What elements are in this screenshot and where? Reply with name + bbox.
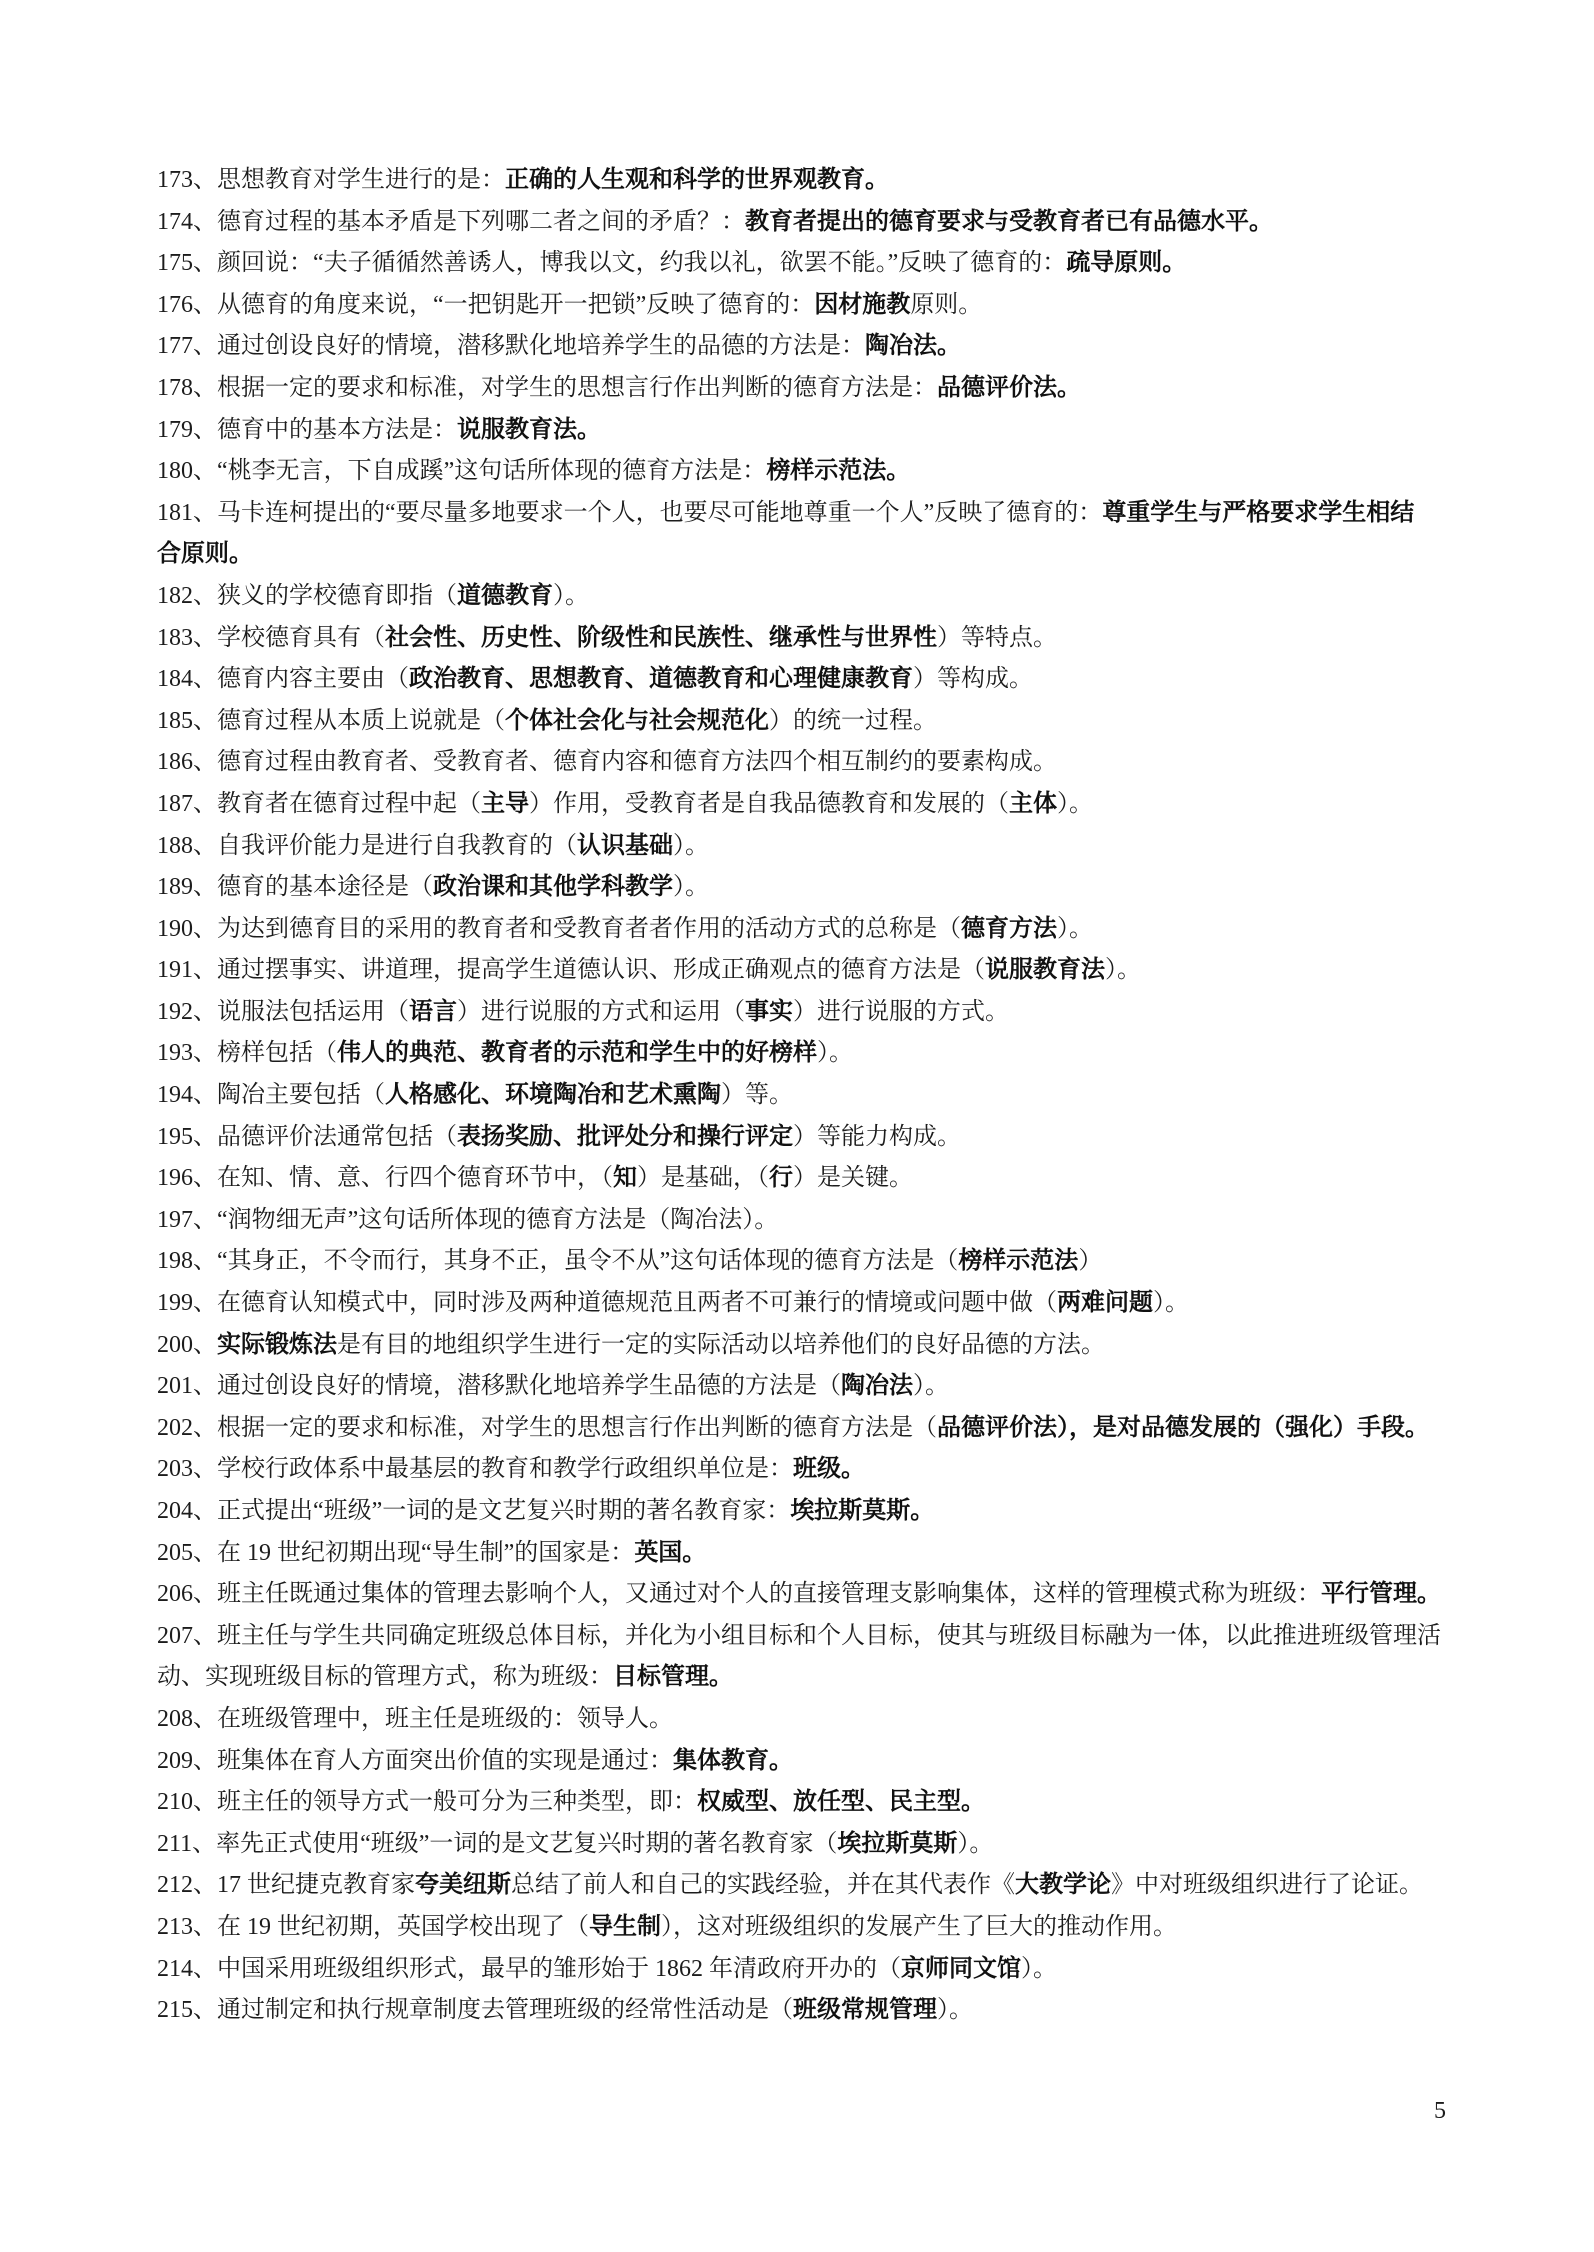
entry-line-continuation bbox=[157, 1657, 1457, 1699]
answer-text: 事实 bbox=[745, 998, 793, 1025]
entry-line bbox=[157, 1782, 1457, 1824]
answer-text: 说服教育法 bbox=[985, 957, 1105, 984]
answer-text: 政治教育、思想教育、道德教育和心理健康教育 bbox=[409, 666, 913, 693]
answer-text: 班级常规管理 bbox=[793, 1997, 937, 2024]
answer-text: 陶冶法 bbox=[841, 1373, 913, 1400]
answer-text: 主体 bbox=[1009, 790, 1057, 817]
answer-text: 夸美纽斯 bbox=[415, 1872, 511, 1899]
answer-text: 社会性、历史性、阶级性和民族性、继承性与世界性 bbox=[385, 624, 937, 651]
question-text: ）是基础，（ bbox=[637, 1165, 769, 1192]
entry-line bbox=[157, 1824, 1457, 1866]
question-text: ）等能力构成。 bbox=[793, 1123, 961, 1150]
question-text: 206、班主任既通过集体的管理去影响个人，又通过对个人的直接管理支影响集体，这样的管理模式称为班级： bbox=[157, 1581, 1321, 1608]
question-text: ），这对班级组织的发展产生了巨大的推动作用。 bbox=[661, 1913, 1177, 1940]
question-text: ）进行说服的方式。 bbox=[793, 998, 1009, 1025]
entry-line bbox=[157, 202, 1457, 244]
question-text: ）是关键。 bbox=[793, 1165, 913, 1192]
question-text: 178、根据一定的要求和标准，对学生的思想言行作出判断的德育方法是： bbox=[157, 374, 937, 401]
question-text: 199、在德育认知模式中，同时涉及两种道德规范且两者不可兼行的情境或问题中做（ bbox=[157, 1290, 1057, 1317]
entry-line-continuation bbox=[157, 534, 1457, 576]
answer-text: 道德教育 bbox=[457, 582, 553, 609]
answer-text: 表扬奖励、批评处分和操行评定 bbox=[457, 1123, 793, 1150]
question-text: 211、率先正式使用“班级”一词的是文艺复兴时期的著名教育家（ bbox=[157, 1830, 838, 1857]
question-text: 》中对班级组织进行了论证。 bbox=[1111, 1872, 1423, 1899]
question-text: 179、德育中的基本方法是： bbox=[157, 416, 457, 443]
entry-line bbox=[157, 618, 1457, 660]
question-text: 原则。 bbox=[910, 291, 983, 318]
entry-line bbox=[157, 1990, 1457, 2032]
entry-line bbox=[157, 784, 1457, 826]
question-text: ）作用，受教育者是自我品德教育和发展的（ bbox=[529, 790, 1009, 817]
answer-text: 行 bbox=[769, 1165, 793, 1192]
question-text: 173、思想教育对学生进行的是： bbox=[157, 167, 505, 193]
entry-line bbox=[157, 1158, 1457, 1200]
answer-text: 榜样示范法 bbox=[958, 1248, 1079, 1275]
entry-line bbox=[157, 1865, 1457, 1907]
answer-text: 品德评价法），是对品德发展的（强化）手段。 bbox=[937, 1414, 1429, 1441]
question-text: 202、根据一定的要求和标准，对学生的思想言行作出判断的德育方法是（ bbox=[157, 1414, 937, 1441]
entry-line bbox=[157, 1033, 1457, 1075]
question-text: 175、颜回说：“夫子循循然善诱人，博我以文，约我以礼，欲罢不能。”反映了德育的： bbox=[157, 250, 1067, 277]
answer-text: 认识基础 bbox=[577, 832, 673, 859]
question-text: 182、狭义的学校德育即指（ bbox=[157, 582, 457, 609]
answer-text: 两难问题 bbox=[1057, 1290, 1153, 1317]
entry-line bbox=[157, 1574, 1457, 1616]
question-text: 193、榜样包括（ bbox=[157, 1040, 337, 1067]
entry-line bbox=[157, 1408, 1457, 1450]
answer-text: 语言 bbox=[409, 998, 457, 1025]
question-text: 185、德育过程从本质上说就是（ bbox=[157, 707, 505, 734]
question-text: ）。 bbox=[673, 832, 709, 859]
answer-text: 榜样示范法。 bbox=[766, 458, 911, 485]
entry-line bbox=[157, 160, 1457, 202]
entry-line bbox=[157, 1325, 1457, 1367]
question-text: 188、自我评价能力是进行自我教育的（ bbox=[157, 832, 577, 859]
question-text: ） bbox=[1078, 1248, 1103, 1275]
question-text: 205、在 19 世纪初期出现“导生制”的国家是： bbox=[157, 1539, 635, 1566]
question-text: 203、学校行政体系中最基层的教育和教学行政组织单位是： bbox=[157, 1456, 793, 1483]
answer-text: 埃拉斯莫斯 bbox=[837, 1830, 958, 1857]
answer-text: 个体社会化与社会规范化 bbox=[505, 707, 769, 734]
question-text: ）。 bbox=[1153, 1290, 1189, 1317]
answer-text: 权威型、放任型、民主型。 bbox=[697, 1789, 985, 1816]
answer-text: 导生制 bbox=[589, 1913, 661, 1940]
answer-text: 陶冶法。 bbox=[865, 333, 961, 360]
question-text: 194、陶冶主要包括（ bbox=[157, 1082, 385, 1109]
entry-line bbox=[157, 1907, 1457, 1949]
entry-line bbox=[157, 950, 1457, 992]
answer-text: 德育方法 bbox=[961, 915, 1057, 942]
entry-line bbox=[157, 1741, 1457, 1783]
answer-text: 班级。 bbox=[793, 1456, 865, 1483]
entry-line bbox=[157, 1949, 1457, 1991]
question-text: 191、通过摆事实、讲道理，提高学生道德认识、形成正确观点的德育方法是（ bbox=[157, 957, 985, 984]
question-text: 174、德育过程的基本矛盾是下列哪二者之间的矛盾？： bbox=[157, 208, 745, 235]
entry-line bbox=[157, 326, 1457, 368]
entry-line bbox=[157, 1241, 1457, 1283]
question-text: 181、马卡连柯提出的“要尽量多地要求一个人，也要尽可能地尊重一个人”反映了德育的： bbox=[157, 499, 1103, 526]
question-text: ）等特点。 bbox=[937, 624, 1057, 651]
answer-text: 合原则。 bbox=[157, 541, 253, 568]
answer-text: 尊重学生与严格要求学生相结 bbox=[1102, 499, 1415, 526]
entry-line bbox=[157, 701, 1457, 743]
answer-text: 平行管理。 bbox=[1321, 1581, 1441, 1608]
question-text: 184、德育内容主要由（ bbox=[157, 666, 409, 693]
question-text: ）进行说服的方式和运用（ bbox=[457, 998, 745, 1025]
question-text: ）。 bbox=[937, 1997, 973, 2024]
question-text: 动、实现班级目标的管理方式，称为班级： bbox=[157, 1664, 613, 1691]
question-text: 186、德育过程由教育者、受教育者、德育内容和德育方法四个相互制约的要素构成。 bbox=[157, 749, 1057, 776]
entry-line bbox=[157, 1075, 1457, 1117]
entry-line bbox=[157, 1200, 1457, 1242]
question-text: 198、“其身正，不令而行，其身不正，虽令不从”这句话体现的德育方法是（ bbox=[157, 1248, 959, 1275]
answer-text: 实际锻炼法 bbox=[217, 1331, 337, 1358]
entry-line bbox=[157, 1491, 1457, 1533]
question-text: 176、从德育的角度来说，“一把钥匙开一把锁”反映了德育的： bbox=[157, 291, 815, 318]
question-text: ）。 bbox=[1057, 790, 1093, 817]
answer-text: 京师同文馆 bbox=[901, 1955, 1021, 1982]
answer-text: 正确的人生观和科学的世界观教育。 bbox=[505, 167, 889, 193]
question-text: ）。 bbox=[553, 582, 589, 609]
entry-line bbox=[157, 1366, 1457, 1408]
entry-line bbox=[157, 1533, 1457, 1575]
question-text: 192、说服法包括运用（ bbox=[157, 998, 409, 1025]
answer-text: 说服教育法。 bbox=[457, 416, 601, 443]
answer-text: 知 bbox=[613, 1165, 637, 1192]
entry-line bbox=[157, 368, 1457, 410]
answer-text: 集体教育。 bbox=[673, 1747, 793, 1774]
entry-line bbox=[157, 285, 1457, 327]
question-text: 212、17 世纪捷克教育家 bbox=[157, 1872, 415, 1899]
entry-line bbox=[157, 1699, 1457, 1741]
question-text: ）。 bbox=[1021, 1955, 1057, 1982]
question-text: 195、品德评价法通常包括（ bbox=[157, 1123, 457, 1150]
answer-text: 品德评价法。 bbox=[937, 374, 1081, 401]
answer-text: 英国。 bbox=[634, 1539, 707, 1566]
entry-line bbox=[157, 1616, 1457, 1658]
question-text: 209、班集体在育人方面突出价值的实现是通过： bbox=[157, 1747, 673, 1774]
answer-text: 主导 bbox=[481, 790, 529, 817]
question-text: ）。 bbox=[1105, 957, 1141, 984]
question-text: 187、教育者在德育过程中起（ bbox=[157, 790, 481, 817]
entry-line bbox=[157, 909, 1457, 951]
question-text: ）。 bbox=[817, 1040, 853, 1067]
question-text: 196、在知、情、意、行四个德育环节中，（ bbox=[157, 1165, 613, 1192]
question-text: 208、在班级管理中，班主任是班级的：领导人。 bbox=[157, 1705, 673, 1732]
entry-line bbox=[157, 992, 1457, 1034]
entry-line bbox=[157, 1449, 1457, 1491]
answer-text: 目标管理。 bbox=[613, 1664, 733, 1691]
question-text: ）等构成。 bbox=[913, 666, 1033, 693]
question-text: 200、 bbox=[157, 1331, 217, 1358]
entry-line bbox=[157, 1283, 1457, 1325]
page-number: 5 bbox=[1434, 2098, 1446, 2124]
entry-line bbox=[157, 826, 1457, 868]
answer-text: 伟人的典范、教育者的示范和学生中的好榜样 bbox=[337, 1040, 817, 1067]
answer-text: 教育者提出的德育要求与受教育者已有品德水平。 bbox=[745, 208, 1273, 235]
question-text: 总结了前人和自己的实践经验，并在其代表作《 bbox=[511, 1872, 1015, 1899]
entry-line bbox=[157, 243, 1457, 285]
answer-text: 人格感化、环境陶冶和艺术熏陶 bbox=[385, 1082, 721, 1109]
entry-line bbox=[157, 576, 1457, 618]
question-text: ）的统一过程。 bbox=[769, 707, 937, 734]
question-text: 177、通过创设良好的情境，潜移默化地培养学生的品德的方法是： bbox=[157, 333, 865, 360]
document-body bbox=[157, 160, 1457, 2032]
entry-line bbox=[157, 742, 1457, 784]
question-text: 215、通过制定和执行规章制度去管理班级的经常性活动是（ bbox=[157, 1997, 793, 2024]
entry-line bbox=[157, 867, 1457, 909]
question-text: ）。 bbox=[673, 874, 709, 901]
entry-line bbox=[157, 493, 1457, 535]
entry-line bbox=[157, 410, 1457, 452]
question-text: 189、德育的基本途径是（ bbox=[157, 874, 433, 901]
question-text: 183、学校德育具有（ bbox=[157, 624, 385, 651]
entry-line bbox=[157, 659, 1457, 701]
answer-text: 大教学论 bbox=[1015, 1872, 1111, 1899]
question-text: 201、通过创设良好的情境，潜移默化地培养学生品德的方法是（ bbox=[157, 1373, 841, 1400]
answer-text: 埃拉斯莫斯。 bbox=[790, 1498, 935, 1524]
question-text: 214、中国采用班级组织形式，最早的雏形始于 1862 年清政府开办的（ bbox=[157, 1955, 901, 1982]
entry-line bbox=[157, 1117, 1457, 1159]
question-text: 180、“桃李无言，下自成蹊”这句话所体现的德育方法是： bbox=[157, 458, 767, 485]
question-text: ）。 bbox=[1057, 915, 1093, 942]
question-text: ）等。 bbox=[721, 1082, 793, 1109]
answer-text: 政治课和其他学科教学 bbox=[433, 874, 673, 901]
question-text: 204、正式提出“班级”一词的是文艺复兴时期的著名教育家： bbox=[157, 1498, 791, 1524]
answer-text: 疏导原则。 bbox=[1066, 250, 1187, 277]
question-text: 210、班主任的领导方式一般可分为三种类型，即： bbox=[157, 1789, 697, 1816]
answer-text: 因材施教 bbox=[814, 291, 911, 318]
question-text: ）。 bbox=[913, 1373, 949, 1400]
question-text: 213、在 19 世纪初期，英国学校出现了（ bbox=[157, 1913, 589, 1940]
question-text: 207、班主任与学生共同确定班级总体目标，并化为小组目标和个人目标，使其与班级目标融为一体，以此推进班级管理活 bbox=[157, 1622, 1441, 1649]
entry-line bbox=[157, 451, 1457, 493]
question-text: 190、为达到德育目的采用的教育者和受教育者者作用的活动方式的总称是（ bbox=[157, 915, 961, 942]
question-text: 是有目的地组织学生进行一定的实际活动以培养他们的良好品德的方法。 bbox=[337, 1331, 1105, 1358]
question-text: 197、“润物细无声”这句话所体现的德育方法是（陶冶法）。 bbox=[157, 1206, 779, 1233]
question-text: ）。 bbox=[957, 1830, 994, 1857]
